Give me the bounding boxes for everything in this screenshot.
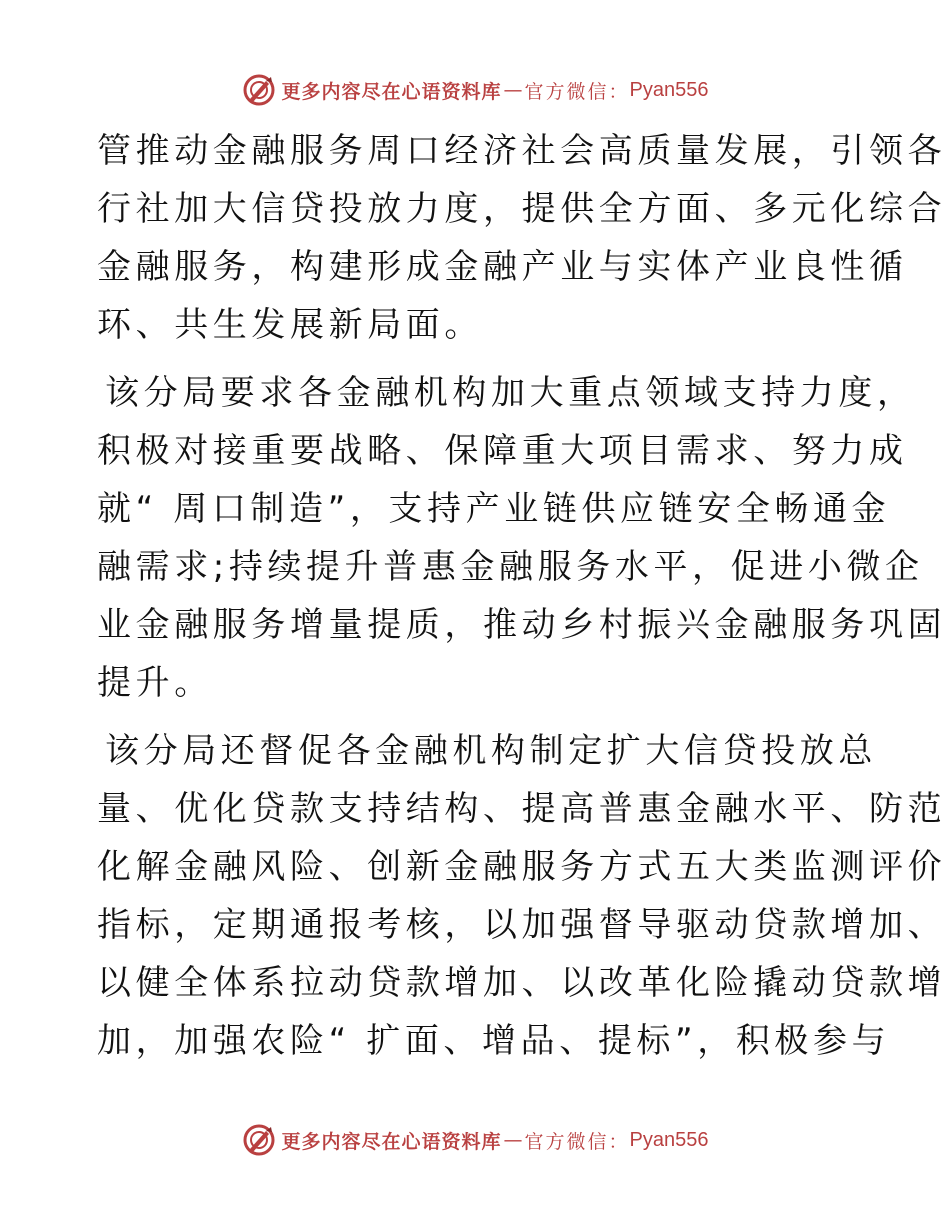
text-line: 加，加强农险“ 扩面、增品、提标”，积极参与: [97, 1021, 891, 1061]
watermark-brand: 更多内容尽在心语资料库: [281, 80, 502, 103]
text-line: 该分局要求各金融机构加大重点领域支持力度，: [105, 373, 916, 413]
paragraph-2: [97, 364, 947, 712]
text-line: 就“ 周口制造”，支持产业链供应链安全畅通金: [97, 489, 891, 529]
paragraph-3: [97, 722, 947, 1070]
watermark-id: Pyan556: [629, 1128, 709, 1151]
watermark-brand: 更多内容尽在心语资料库: [281, 1130, 502, 1153]
document-body: [97, 122, 947, 1070]
text-line: 业金融服务增量提质，推动乡村振兴金融服务巩固: [97, 605, 947, 645]
brand-logo-icon: [242, 73, 276, 107]
footer-watermark: [0, 1120, 950, 1160]
watermark-dash: —: [503, 79, 523, 101]
watermark-label: 官方微信：: [524, 80, 630, 103]
text-line: 环、共生发展新局面。: [97, 305, 483, 345]
text-line: 融需求;持续提升普惠金融服务水平，促进小微企: [97, 547, 924, 587]
watermark-label: 官方微信：: [524, 1130, 630, 1153]
header-watermark: [0, 70, 950, 110]
text-line: 行社加大信贷投放力度，提供全方面、多元化综合: [97, 189, 947, 229]
text-line: 指标，定期通报考核，以加强督导驱动贷款增加、: [97, 905, 947, 945]
text-line: 以健全体系拉动贷款增加、以改革化险撬动贷款增: [97, 963, 947, 1003]
text-line: 量、优化贷款支持结构、提高普惠金融水平、防范: [97, 789, 947, 829]
text-line: 该分局还督促各金融机构制定扩大信贷投放总: [105, 731, 877, 771]
brand-logo-icon: [242, 1123, 276, 1157]
watermark-id: Pyan556: [629, 78, 709, 101]
text-line: 金融服务，构建形成金融产业与实体产业良性循: [97, 247, 908, 287]
text-line: 提升。: [97, 663, 213, 703]
paragraph-1: [97, 122, 947, 354]
text-line: 化解金融风险、创新金融服务方式五大类监测评价: [97, 847, 947, 887]
watermark-dash: —: [503, 1129, 523, 1151]
text-line: 管推动金融服务周口经济社会高质量发展，引领各: [97, 131, 947, 171]
text-line: 积极对接重要战略、保障重大项目需求、努力成: [97, 431, 908, 471]
